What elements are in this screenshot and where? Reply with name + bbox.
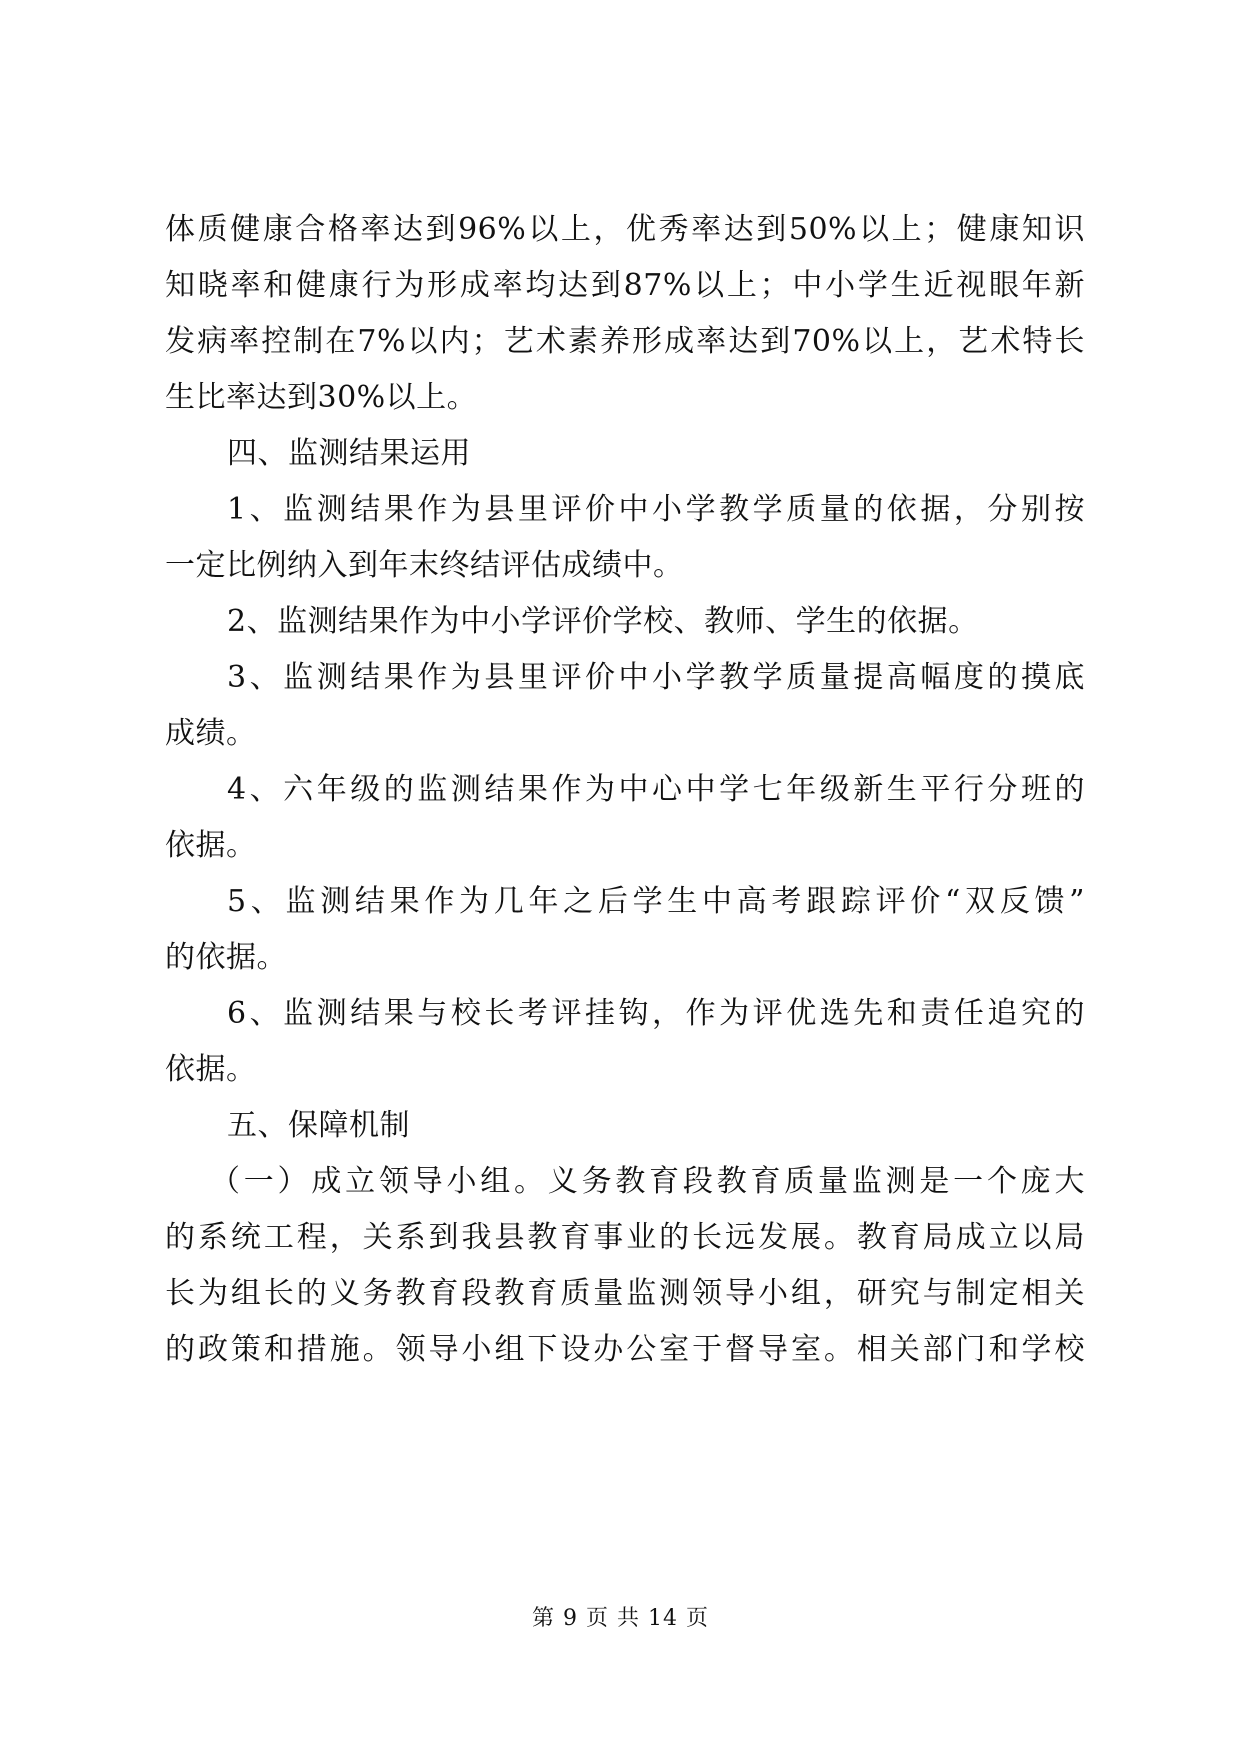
- text-line: 的依据。: [165, 940, 287, 975]
- text-line: 的系统工程，关系到我县教育事业的长远发展。教育局成立以局: [165, 1220, 1085, 1255]
- page-number: 第 9 页 共 14 页: [532, 1606, 709, 1631]
- text-line: 3、监测结果作为县里评价中小学教学质量提高幅度的摸底: [227, 660, 1085, 695]
- text-line: 6、监测结果与校长考评挂钩，作为评优选先和责任追究的: [227, 996, 1085, 1031]
- text-line: 1、监测结果作为县里评价中小学教学质量的依据，分别按: [227, 492, 1085, 527]
- text-line: （一）成立领导小组。义务教育段教育质量监测是一个庞大: [210, 1164, 1085, 1199]
- text-line: 2、监测结果作为中小学评价学校、教师、学生的依据。: [227, 604, 979, 639]
- text-line: 长为组长的义务教育段教育质量监测领导小组，研究与制定相关: [165, 1276, 1085, 1311]
- text-line: 发病率控制在7%以内；艺术素养形成率达到70%以上，艺术特长: [165, 324, 1085, 359]
- section-heading: 四、监测结果运用: [227, 436, 471, 471]
- text-line: 生比率达到30%以上。: [165, 380, 478, 415]
- text-line: 成绩。: [165, 716, 257, 751]
- text-line: 知晓率和健康行为形成率均达到87%以上；中小学生近视眼年新: [165, 268, 1085, 303]
- text-line: 体质健康合格率达到96%以上，优秀率达到50%以上；健康知识: [165, 212, 1085, 247]
- text-line: 4、六年级的监测结果作为中心中学七年级新生平行分班的: [227, 772, 1085, 807]
- text-line: 一定比例纳入到年末终结评估成绩中。: [165, 548, 684, 583]
- text-line: 的政策和措施。领导小组下设办公室于督导室。相关部门和学校: [165, 1332, 1085, 1367]
- text-line: 依据。: [165, 828, 257, 863]
- text-line: 依据。: [165, 1052, 257, 1087]
- section-heading: 五、保障机制: [227, 1108, 410, 1143]
- text-line: 5、监测结果作为几年之后学生中高考跟踪评价“双反馈”: [227, 884, 1085, 919]
